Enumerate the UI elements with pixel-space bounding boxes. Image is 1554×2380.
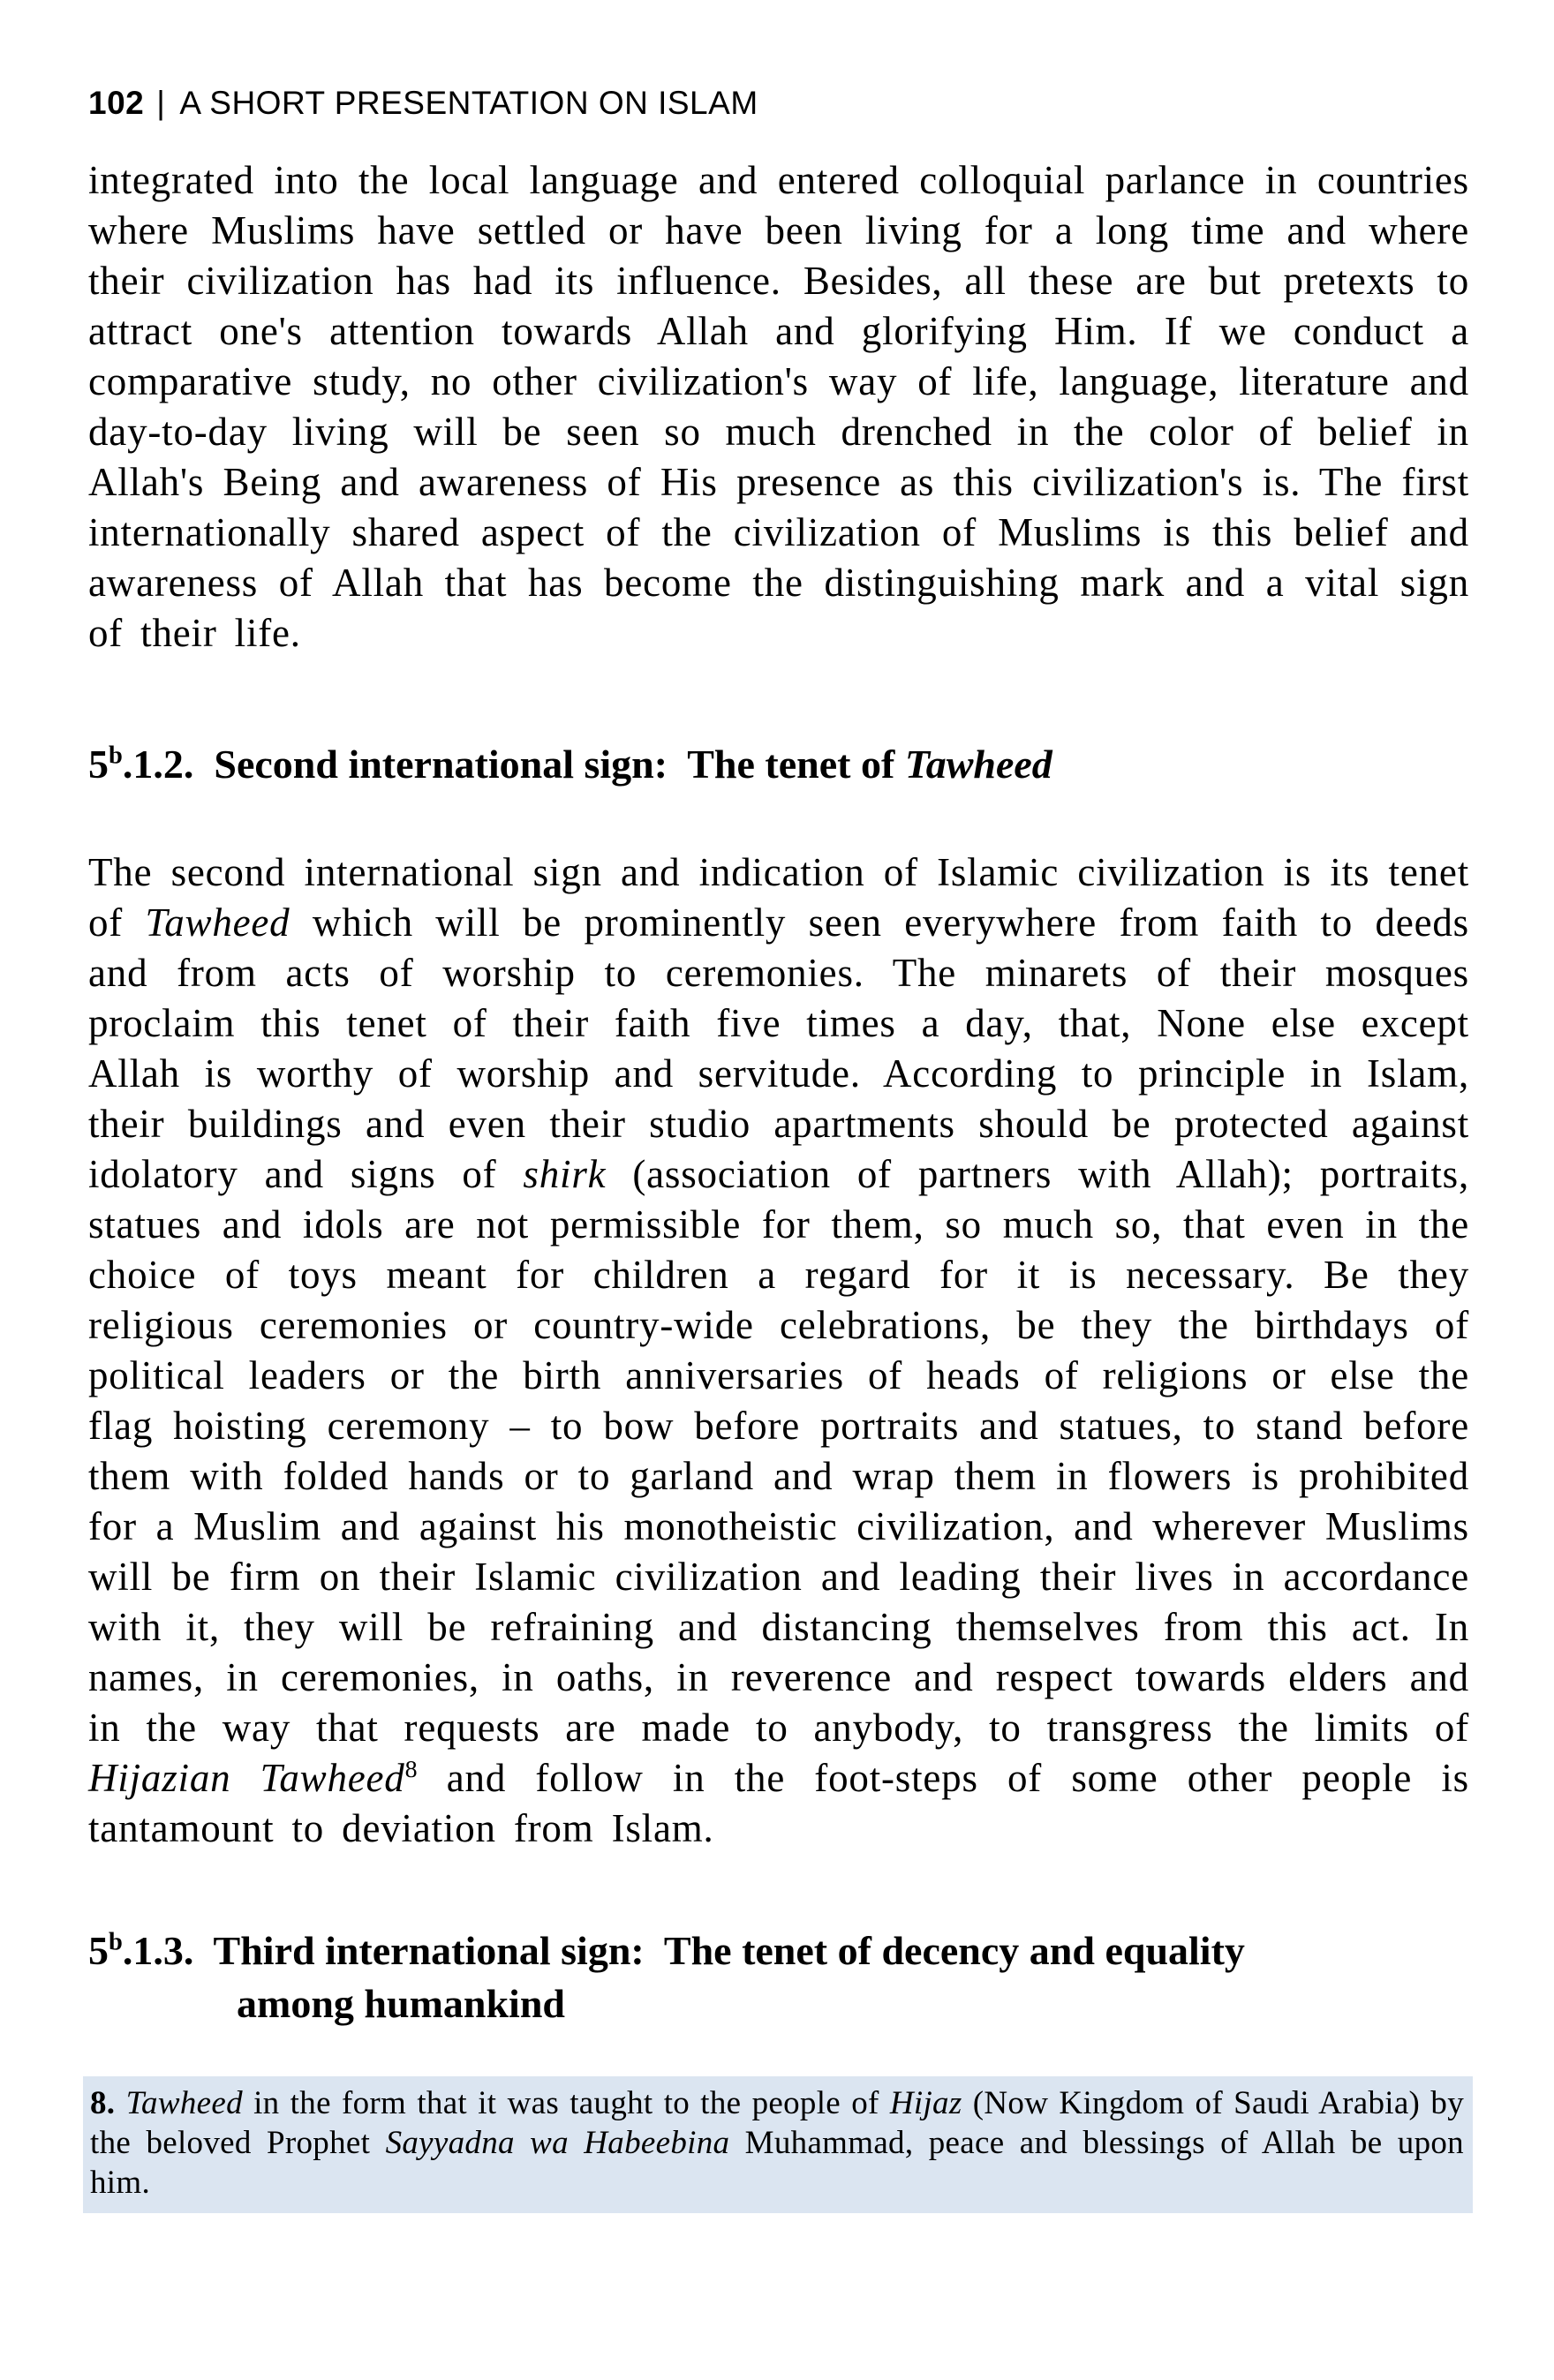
header-divider: | [156, 85, 166, 121]
section-heading-line: 5$^b$.1.2. Second international sign: The tenet of Tawheed [88, 742, 1052, 787]
section-heading-line: 5$^b$.1.3. Third international sign: The tenet of decency and equality [88, 1928, 1245, 1973]
book-title: A SHORT PRESENTATION ON ISLAM [179, 85, 758, 121]
running-head [88, 85, 1469, 122]
footnote-highlighted: 8. Tawheed in the form that it was taught to the people of Hijaz (Now Kingdom of Saudi Arabia) by the beloved Prophet Sayyadna wa Habeebina Muhammad, peace and blessings of Allah be upon him. [83, 2076, 1473, 2213]
paragraph-tenet-of-tawheed: The second international sign and indication of Islamic civilization is its tenet of Tawheed which will be prominently seen everywhere from faith to deeds and from acts of worship to ceremonies. The minarets of their mosques proclaim this tenet of their faith five times a day, that, None else except Allah is worthy of worship and servitude. According to principle in Islam, their buildings and even their studio apartments should be protected against idolatory and signs of shirk (association of partners with Allah); portraits, statues and idols are not permissible for them, so much so, that even in the choice of toys meant for children a regard for it is necessary. Be they religious ceremonies or country-wide celebrations, be they the birthdays of political leaders or the birth anniversaries of heads of religions or else the flag hoisting ceremony – to bow before portraits and statues, to stand before them with folded hands or to garland and wrap them in flowers is prohibited for a Muslim and against his monotheistic civilization, and wherever Muslims will be firm on their Islamic civilization and leading their lives in accordance with it, they will be refraining and distancing themselves from this act. In names, in ceremonies, in oaths, in reverence and respect towards elders and in the way that requests are made to anybody, to transgress the limits of Hijazian Tawheed$^8$ and follow in the foot-steps of some other people is tantamount to deviation from Islam. [88, 850, 1470, 1850]
page-number: 102 [88, 85, 145, 121]
paragraph-first-international-sign: integrated into the local language and entered colloquial parlance in countries where Muslims have settled or have been living for a long time and where their civilization has had its influence. Besides, all these are but pretexts to attract one's attention towards Allah and glorifying Him. If we conduct a comparative study, no other civilization's way of life, language, literature and day-to-day living will be seen so much drenched in the color of belief in Allah's Being and awareness of His presence as this civilization's is. The first internationally shared aspect of the civilization of Muslims is this belief and awareness of Allah that has become the distinguishing mark and a vital sign of their life. [88, 158, 1469, 655]
section-heading-third-sign [88, 1924, 1469, 2030]
section-heading-line-continuation: among humankind [237, 1981, 565, 2026]
section-heading-second-sign [88, 738, 1469, 791]
book-page [0, 85, 1554, 2380]
